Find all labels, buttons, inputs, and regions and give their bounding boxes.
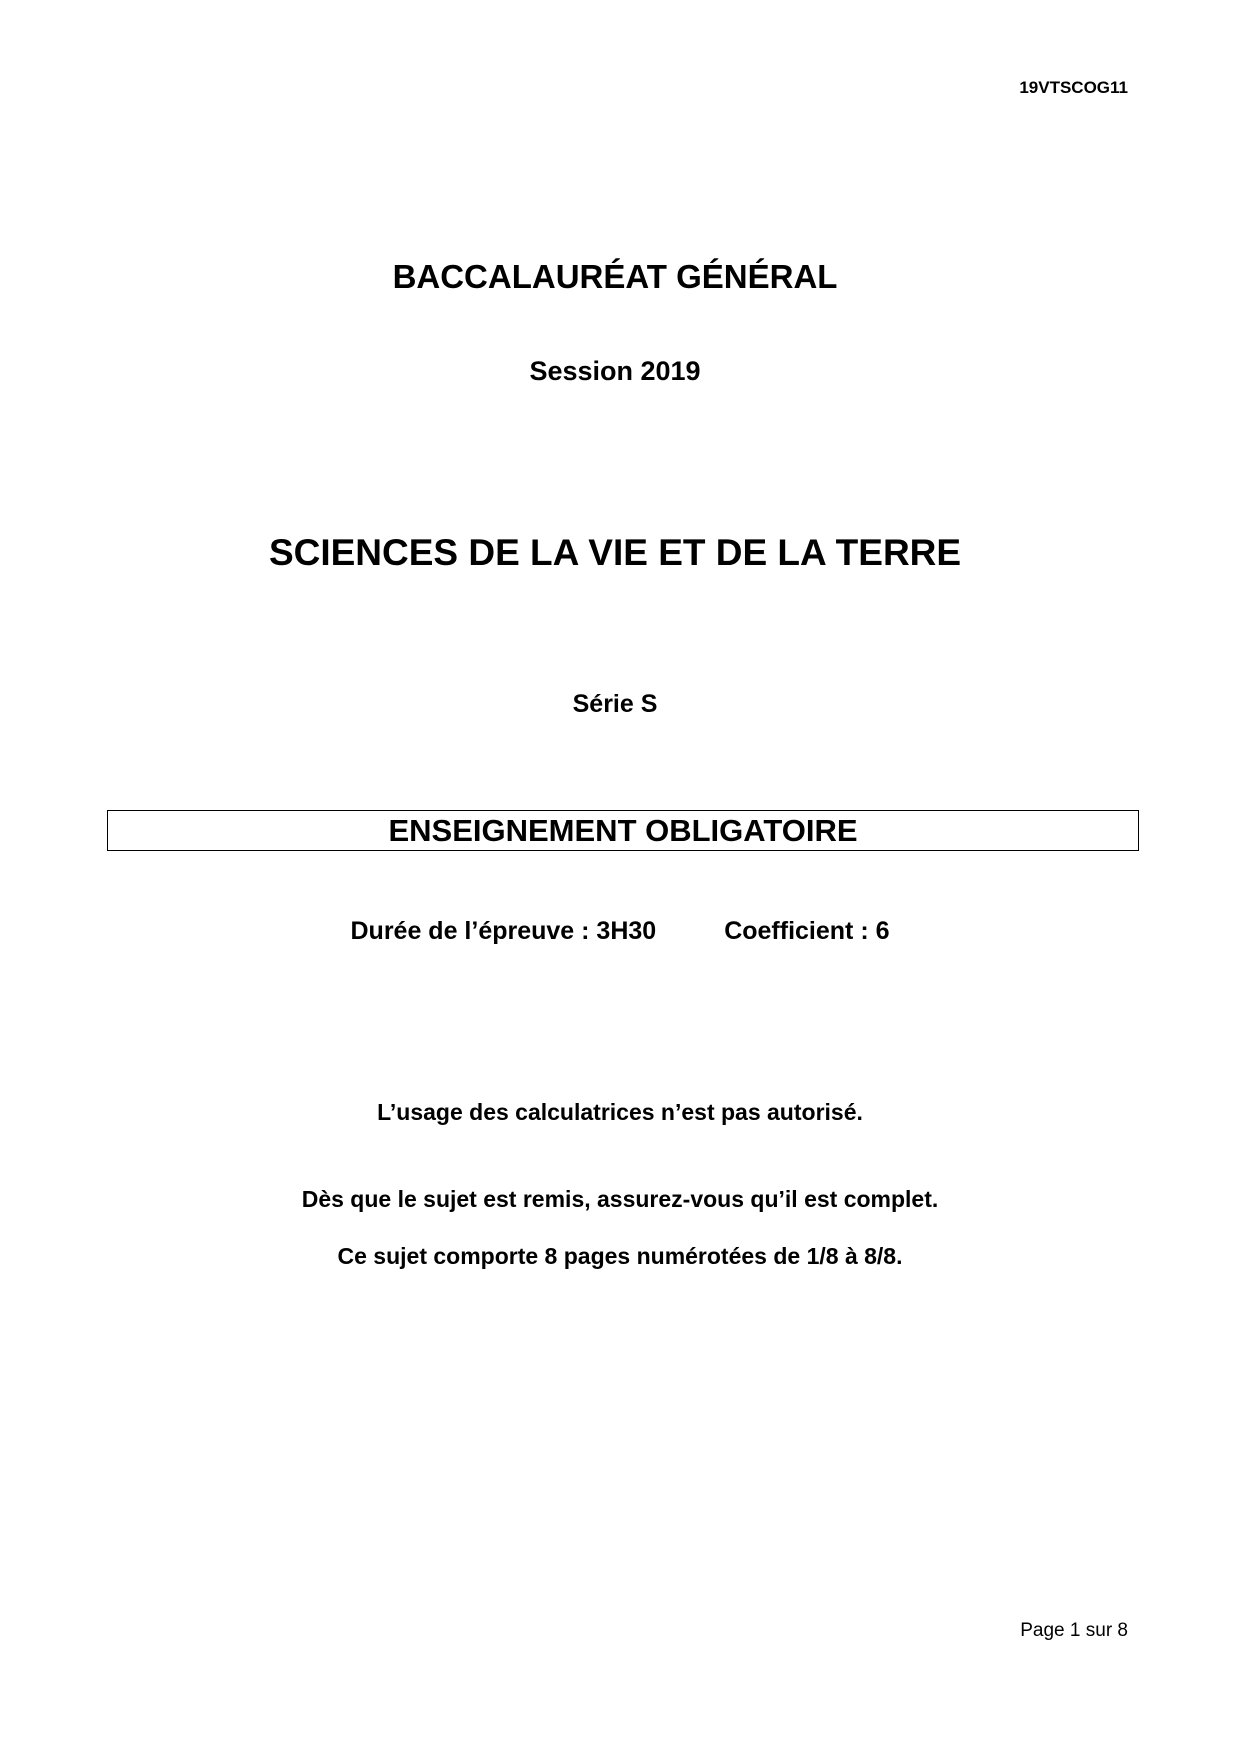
serie-label: Série S [572,690,658,718]
instruction-completeness: Dès que le sujet est remis, assurez-vous qu’il est complet. [301,1186,939,1212]
exam-details [0,917,1240,946]
instruction-page-count: Ce sujet comporte 8 pages numérotées de 1/8 à 8/8. [337,1243,903,1269]
session-label: Session 2019 [529,356,701,386]
exam-title: BACCALAURÉAT GÉNÉRAL [392,258,838,295]
coefficient-label: Coefficient : 6 [724,917,890,945]
teaching-type-label: ENSEIGNEMENT OBLIGATOIRE [388,813,858,848]
instruction-calculators: L’usage des calculatrices n’est pas autorisé. [377,1099,863,1125]
subject-title: SCIENCES DE LA VIE ET DE LA TERRE [268,532,962,573]
page-number: Page 1 sur 8 [1020,1620,1128,1641]
teaching-type-box [107,810,1139,851]
subject-code: 19VTSCOG11 [1019,78,1128,97]
duration-label: Durée de l’épreuve : 3H30 [350,917,657,945]
